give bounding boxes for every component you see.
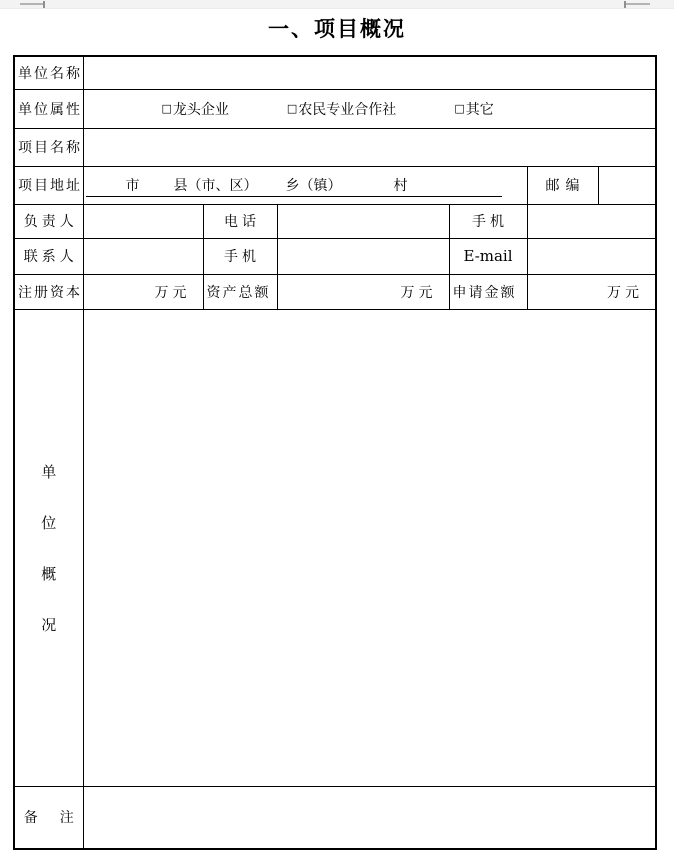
unit-name-label: 单位名称 — [14, 56, 83, 89]
contact-email-label: E-mail — [449, 238, 527, 274]
applied-amount-input[interactable]: 万元 — [527, 274, 656, 309]
table-row — [14, 128, 656, 166]
leader-mobile-label: 手机 — [449, 204, 527, 238]
address-segment-village: 村 — [393, 177, 408, 194]
contact-mobile-input[interactable] — [277, 238, 449, 274]
table-row — [14, 166, 656, 204]
remarks-label — [14, 786, 83, 849]
checkbox-icon[interactable]: □ — [161, 101, 172, 115]
checkbox-icon[interactable]: □ — [454, 101, 465, 115]
contact-mobile-label: 手机 — [203, 238, 277, 274]
page-title: 一、项目概况 — [268, 17, 406, 41]
postcode-label: 邮编 — [527, 166, 598, 204]
unit-name-input[interactable] — [83, 56, 656, 89]
unit-overview-label — [14, 309, 83, 786]
remarks-input[interactable] — [83, 786, 656, 849]
checkbox-label: 其它 — [465, 101, 494, 118]
table-row — [14, 204, 656, 238]
leader-phone-input[interactable] — [277, 204, 449, 238]
checkbox-icon[interactable]: □ — [286, 101, 298, 115]
table-row — [14, 309, 656, 786]
registered-capital-label: 注册资本 — [14, 274, 83, 309]
unit-overview-label-char: 概 — [41, 564, 57, 583]
ruler-strip — [0, 0, 674, 9]
leader-phone-label: 电话 — [203, 204, 277, 238]
project-name-input[interactable] — [83, 128, 656, 166]
table-row — [14, 56, 656, 89]
applied-amount-label: 申请金额 — [449, 274, 527, 309]
table-boundary-mark-left-icon — [20, 3, 44, 5]
remarks-label-char: 注 — [59, 810, 74, 827]
table-boundary-tick-left-icon — [43, 1, 45, 8]
checkbox-option-leading-enterprise[interactable] — [162, 99, 229, 119]
leader-name-input[interactable] — [83, 204, 203, 238]
unit-overview-label-char: 况 — [41, 615, 57, 634]
unit-overview-input[interactable] — [83, 309, 656, 786]
checkbox-label: 龙头企业 — [172, 101, 229, 118]
checkbox-label: 农民专业合作社 — [298, 101, 397, 118]
leader-label: 负责人 — [14, 204, 83, 238]
total-assets-input[interactable]: 万元 — [277, 274, 449, 309]
project-address-input[interactable] — [83, 166, 527, 204]
address-segment-township: 乡（镇） — [285, 177, 342, 194]
address-segment-county: 县（市、区） — [173, 177, 258, 194]
project-name-label: 项目名称 — [14, 128, 83, 166]
registered-capital-input[interactable]: 万元 — [83, 274, 203, 309]
address-segment-city: 市 — [125, 177, 140, 194]
address-fill-line[interactable] — [86, 176, 502, 197]
project-overview-table — [13, 55, 657, 850]
table-boundary-mark-right-icon — [625, 3, 650, 5]
table-boundary-tick-right-icon — [624, 1, 626, 8]
table-row — [14, 89, 656, 128]
unit-attribute-options — [83, 89, 656, 128]
remarks-label-char: 备 — [23, 810, 38, 827]
project-address-label: 项目地址 — [14, 166, 83, 204]
leader-mobile-input[interactable] — [527, 204, 656, 238]
table-row — [14, 274, 656, 309]
table-row — [14, 238, 656, 274]
total-assets-label: 资产总额 — [203, 274, 277, 309]
unit-attribute-label: 单位属性 — [14, 89, 83, 128]
contact-email-input[interactable] — [527, 238, 656, 274]
unit-overview-label-char: 单 — [41, 462, 57, 481]
checkbox-option-other[interactable] — [454, 99, 493, 119]
table-row — [14, 786, 656, 849]
postcode-input[interactable] — [598, 166, 656, 204]
unit-overview-label-char: 位 — [41, 513, 57, 532]
checkbox-option-farmer-cooperative[interactable] — [287, 99, 396, 119]
contact-label: 联系人 — [14, 238, 83, 274]
contact-name-input[interactable] — [83, 238, 203, 274]
